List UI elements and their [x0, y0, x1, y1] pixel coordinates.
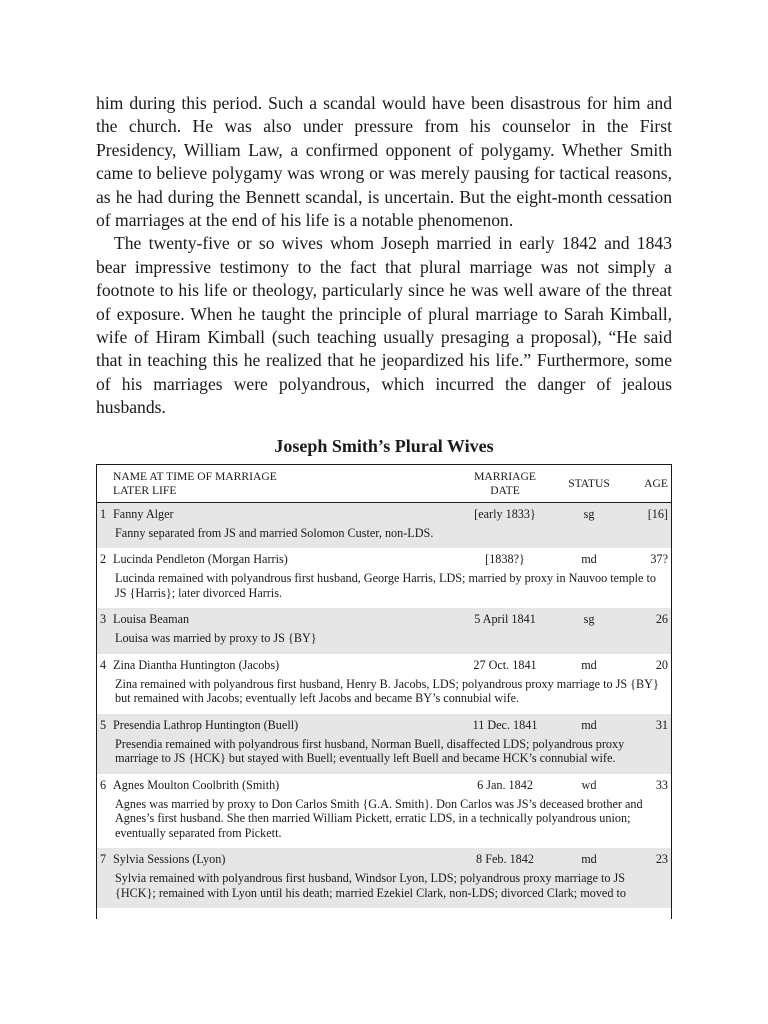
plural-wives-table: [96, 464, 672, 919]
row-status: md: [581, 552, 597, 567]
body-paragraph-1: him during this period. Such a scandal would have been disastrous for him and the church. He was also under pressure from his counselor in the First Presidency, William Law, a confirmed opponent of polygamy. Whether Smith came to believe polygamy was wrong or was merely pausing for tactical reasons, as he had during the Bennett scandal, is uncertain. But the eight-month cessation of marriages at the end of his life is a notable phenomenon.: [96, 93, 672, 231]
row-status: md: [581, 657, 597, 672]
row-number: 2: [100, 552, 107, 567]
row-age: 37?: [650, 552, 668, 567]
row-number: 5: [100, 717, 107, 732]
table-header: [97, 465, 671, 503]
row-number: 7: [100, 852, 107, 867]
row-age: 33: [655, 777, 668, 792]
row-name: Sylvia Sessions (Lyon): [113, 852, 226, 867]
row-status: md: [581, 852, 597, 867]
row-note: Agnes was married by proxy to Don Carlos Smith {G.A. Smith}. Don Carlos was JS’s deceased brother and Agnes’s first husband. She then married William Pickett, erratic LDS, in a technically polyandrous union; eventually separated from Pickett.: [115, 796, 643, 840]
header-age: AGE: [644, 476, 668, 490]
document-page: [96, 92, 672, 919]
header-status: STATUS: [568, 476, 610, 490]
table-row: [97, 548, 671, 608]
row-date: 11 Dec. 1841: [472, 717, 538, 732]
row-note: Lucinda remained with polyandrous first husband, George Harris, LDS; married by proxy in Nauvoo temple to JS {Harris}; later divorced Harris.: [115, 571, 656, 600]
table-row: [97, 848, 671, 908]
table-title: Joseph Smith’s Plural Wives: [274, 435, 494, 456]
table-row: [97, 503, 671, 549]
row-name: Fanny Alger: [113, 506, 174, 521]
row-date: 5 April 1841: [474, 612, 536, 627]
row-age: [16]: [647, 506, 668, 521]
row-note: Zina remained with polyandrous first husband, Henry B. Jacobs, LDS; polyandrous proxy marriage to JS {BY} but remained with Jacobs; eventually left Jacobs and became BY’s connubial wife.: [115, 676, 659, 706]
row-note: Sylvia remained with polyandrous first husband, Windsor Lyon, LDS; polyandrous proxy marriage to JS {HCK}; remained with Lyon until his death; married Ezekiel Clark, non-LDS; divorced Clark; moved to: [115, 871, 626, 900]
row-date: [early 1833}: [474, 506, 536, 521]
row-number: 4: [100, 657, 107, 672]
row-status: sg: [583, 506, 595, 521]
table-row: [97, 774, 671, 849]
row-number: 1: [100, 506, 107, 521]
row-note: Presendia remained with polyandrous first husband, Norman Buell, disaffected LDS; polyandrous proxy marriage to JS {HCK} but stayed with Buell; eventually left Buell and became HCK’s connubial wife.: [115, 736, 625, 766]
table-row: [97, 714, 671, 774]
row-age: 26: [655, 612, 668, 627]
row-name: Agnes Moulton Coolbrith (Smith): [113, 777, 280, 792]
row-age: 20: [655, 657, 668, 672]
row-number: 3: [100, 612, 107, 627]
row-name: Presendia Lathrop Huntington (Buell): [113, 717, 299, 732]
row-date: 8 Feb. 1842: [476, 852, 534, 867]
row-note: Fanny separated from JS and married Solomon Custer, non-LDS.: [115, 525, 434, 540]
row-age: 31: [655, 717, 668, 732]
row-date: 6 Jan. 1842: [477, 777, 533, 792]
row-date: [1838?}: [485, 552, 525, 567]
row-age: 23: [655, 852, 668, 867]
row-note: Louisa was married by proxy to JS {BY}: [115, 631, 317, 646]
body-paragraph-2: The twenty-five or so wives whom Joseph married in early 1842 and 1843 bear impressive testimony to the fact that plural marriage was not simply a footnote to his life or theology, particularly since he was well aware of the threat of exposure. When he taught the principle of plural marriage to Sarah Kimball, wife of Hiram Kimball (such teaching usually presaging a proposal), “He said that in teaching this he realized that he jeopardized his life.” Furthermore, some of his marriages were polyandrous, which incurred the danger of jealous husbands.: [96, 233, 672, 418]
row-status: wd: [581, 777, 597, 792]
row-name: Louisa Beaman: [113, 612, 190, 627]
header-name: NAME AT TIME OF MARRIAGE LATER LIFE: [113, 469, 277, 497]
table-row: [97, 654, 671, 714]
row-date: 27 Oct. 1841: [473, 657, 537, 672]
header-date: MARRIAGE DATE: [474, 469, 536, 497]
row-name: Zina Diantha Huntington (Jacobs): [113, 657, 280, 672]
row-number: 6: [100, 777, 107, 792]
row-status: sg: [583, 612, 595, 627]
row-status: md: [581, 717, 597, 732]
table-row: [97, 608, 671, 654]
row-name: Lucinda Pendleton (Morgan Harris): [113, 552, 288, 567]
